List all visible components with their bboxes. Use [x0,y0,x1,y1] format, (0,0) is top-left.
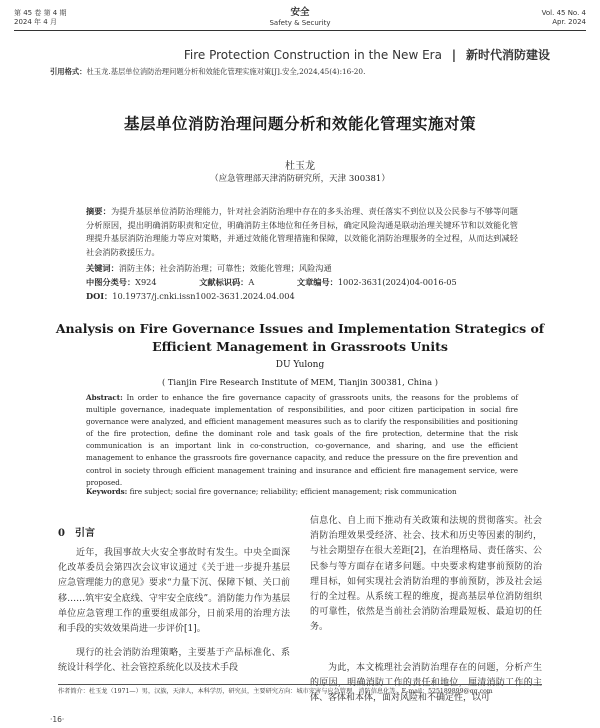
column-name-en: Fire Protection Construction in the New Era [183,48,442,62]
body-right-column [310,514,542,659]
footnote: 作者简介：杜玉龙（1971—）男，汉族，天津人，本科学历，研究员，主要研究方向：城市灾害与应急管理、消防信息化等。E-mail：525189899@qq.com [58,688,493,695]
journal-name-en: Safety & Security [269,19,331,27]
header-rule [14,30,586,31]
page-number: ·16· [50,715,65,724]
abstract-en [86,392,518,489]
affiliation-en: ( Tianjin Fire Research Institute of MEM, Tianjin 300381, China ) [162,377,438,387]
column-name-cn: 新时代消防建设 [465,48,550,62]
abstract-en-label: Abstract: [86,393,123,402]
title-en-line2: Efficient Management in Grassroots Units [152,339,448,354]
keywords-cn [86,262,518,276]
journal-volume-en [542,9,586,27]
clc-label: 中图分类号： [86,277,136,287]
title-en-line1: Analysis on Fire Governance Issues and Implementation Strategics of [55,321,545,336]
body-left-column-2 [58,646,290,677]
footnote-rule [58,684,542,685]
citation-text: 杜玉龙.基层单位消防治理问题分析和效能化管理实施对策[J].安全,2024,45(4):16-20. [86,67,366,76]
body-left-para2: 现行的社会消防治理策略，主要基于产品标准化、系统设计科学化、社会管控系统化以及技术手段 [58,648,290,674]
journal-name-cn: 安全 [290,7,310,18]
title-en [0,320,600,356]
section-heading: 0 引言 [58,528,95,539]
article-no-label: 文章编号： [296,277,338,287]
date-en: Apr. 2024 [552,18,586,26]
abstract-cn [86,205,518,259]
doi-value: 10.19737/j.cnki.issn1002-3631.2024.04.004 [112,291,295,301]
doi-label: DOI： [86,291,113,301]
doc-code-label: 文献标识码： [199,277,249,287]
body-right-para1: 信息化、自上而下推动有关政策和法规的贯彻落实。社会消防治理效果受经济、社会、技术和历史等因素的制约，与社会期望存在很大差距[2]，在治理格局、责任落实、公民参与等方面存在诸多问题。中央要求构建事前预防的治理目标，如何实现社会消防治理的事前预防，涉及社会运行的全过程。从系统工程的维度，提高基层单位消防组织的可靠性，依然是当前社会消防治理最短板、最迫切的任务。 [310,516,542,633]
body-left-column [58,546,290,644]
citation-label: 引用格式： [50,67,87,76]
keywords-en-label: Keywords: [86,487,128,496]
title-cn: 基层单位消防治理问题分析和效能化管理实施对策 [123,114,476,133]
author-cn: 杜玉龙 [285,161,315,172]
column-separator: | [451,48,457,62]
issue-volume: 第 45 卷 第 4 期 [14,9,67,17]
keywords-en-text: fire subject; social fire governance; reliability; efficient management; risk communication [129,487,457,496]
abstract-cn-label: 摘要： [86,206,111,216]
keywords-en [86,486,518,498]
classification-info [86,276,518,290]
volume-en: Vol. 45 No. 4 [541,9,586,17]
doc-code-value: A [248,277,255,287]
citation [50,67,365,77]
abstract-cn-text: 为提升基层单位消防治理能力，针对社会消防治理中存在的多头治理、责任落实不到位以及公民参与不够等问题分析原因，提出明确消防职责和定位，明确消防主体地位和任务目标，确定风险沟通是联动治理关键环节和以效能化管理提升基层消防治理能力等应对策略，并通过效能化管理措施和保障，以效能化消防治理服务的全过程，从而达到减轻社会消防救援压力。 [86,206,518,257]
journal-name [200,8,400,28]
keywords-cn-label: 关键词： [86,263,119,273]
column-banner [184,46,550,63]
affiliation-cn: （应急管理部天津消防研究所，天津 300381） [210,174,390,184]
journal-issue [14,9,67,27]
issue-date: 2024 年 4 月 [14,18,57,26]
author-en: DU Yulong [275,360,325,370]
doi [86,290,518,304]
body-right-para2: 为此，本文梳理社会消防治理存在的问题，分析产生 体、客体和本体，面对风险和不确定性，以可 [310,663,542,704]
keywords-cn-text: 消防主体；社会消防治理；可靠性；效能化管理；风险沟通 [118,263,332,273]
clc-value: X924 [135,277,157,287]
article-no-value: 1002-3631(2024)04-0016-05 [337,277,457,287]
abstract-en-text: In order to enhance the fire governance capacity of grassroots units, the reasons for the problems of multiple governance, inadequate implementation of responsibilities, and poor citizen participation in social fire governance were analyzed, and efficient management measures such as to clarify the responsibilities and positioning of the fire protection, define the dominant role and task goals of the fire protection, determine that the risk communication is an important link in co-construction, co-governance, and sharing, and use the efficient management to enhance the grassroots fire governance capacity, and reduce the pressure on the fire prevention and control in society through efficient management training and insurance and efficient fire management service, were proposed. [86,393,518,487]
body-left-para1: 近年，我国事故大火安全事故时有发生。中央全面深化改革委员会第四次会议审议通过《关于进一步提升基层应急管理能力的意见》要求“力量下沉、保障下倾、关口前移……筑牢安全底线、守牢安全底线”。消防能力作为基层单位应急管理工作的重要组成部分，日前采用的治理方法和手段的实效效果尚进一步评价[1]。 [58,548,290,635]
